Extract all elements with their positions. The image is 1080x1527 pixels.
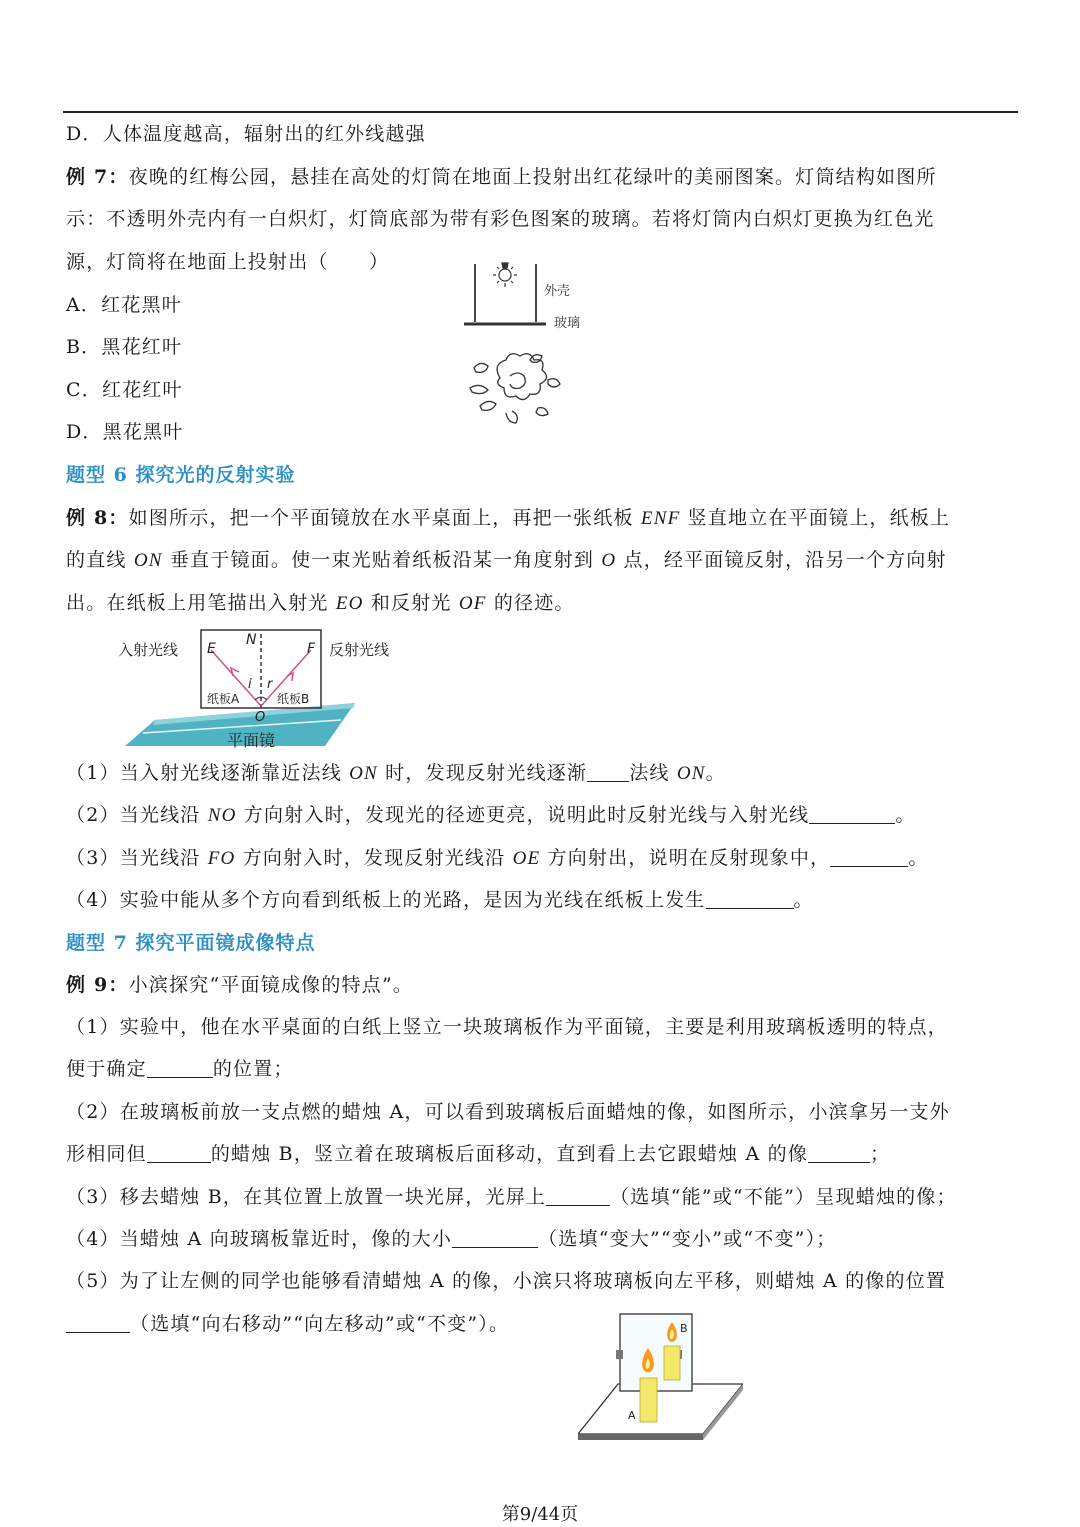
example-8-line-1: 例 8：如图所示，把一个平面镜放在水平桌面上，再把一张纸板 ENF 竖直地立在平面镜上，纸板上: [66, 507, 951, 529]
label-board-a: 纸板A: [207, 692, 240, 706]
label-candle-a: A: [628, 1409, 636, 1422]
answer-blank[interactable]: [830, 848, 908, 867]
page-number: 第9/44页: [501, 1504, 579, 1525]
answer-blank[interactable]: [808, 1144, 870, 1163]
example-9-question-5a: （5）为了让左侧的同学也能够看清蜡烛 A 的像，小滨只将玻璃板向左平移，则蜡烛 A 的像的位置: [66, 1270, 947, 1292]
option-a: A．红花黑叶: [66, 294, 182, 316]
example-8-line-3: 出。在纸板上用笔描出入射光 EO 和反射光 OF 的径迹。: [66, 592, 575, 614]
example-8-line-2: 的直线 ON 垂直于镜面。使一束光贴着纸板沿某一角度射到 O 点，经平面镜反射，沿另一个方向射: [66, 549, 947, 571]
header-rule: [63, 111, 1018, 113]
example-9-intro: 例 9：小滨探究“平面镜成像的特点”。: [66, 974, 414, 996]
answer-blank[interactable]: [66, 1314, 130, 1333]
option-c: C．红花红叶: [66, 379, 183, 401]
example-7-line-2: 示：不透明外壳内有一白炽灯，灯筒底部为带有彩色图案的玻璃。若将灯筒内白炽灯更换为红色光: [66, 208, 935, 230]
answer-blank[interactable]: [147, 1144, 211, 1163]
answer-blank[interactable]: [147, 1059, 213, 1078]
example-9-question-2b: 形相同但 的蜡烛 B，竖立着在玻璃板后面移动，直到看上去它跟蜡烛 A 的像 ；: [66, 1143, 891, 1165]
answer-blank[interactable]: [587, 763, 629, 782]
example-7-line-3: 源，灯筒将在地面上投射出（ ）: [66, 251, 390, 273]
example-8-question-1: （1）当入射光线逐渐靠近法线 ON 时，发现反射光线逐渐 法线 ON。: [66, 762, 726, 784]
candle-figure: [578, 1312, 743, 1444]
label-incident: 入射光线: [118, 641, 179, 659]
example-9-label: 例 9：: [66, 974, 129, 996]
label-shell: 外壳: [544, 284, 571, 299]
label-i: i: [248, 677, 252, 692]
example-7-label: 例 7：: [66, 166, 129, 188]
section-7-heading: 题型 7 探究平面镜成像特点: [66, 932, 316, 954]
label-r: r: [267, 677, 273, 692]
example-9-question-5b: （选填“向右移动”“向左移动”或“不变”）。: [66, 1311, 509, 1337]
answer-blank[interactable]: [452, 1229, 538, 1248]
example-9-question-3: （3）移去蜡烛 B，在其位置上放置一块光屏，光屏上 （选填“能”或“不能”）呈现蜡烛的像；: [66, 1186, 957, 1208]
label-reflected: 反射光线: [329, 641, 390, 659]
answer-blank[interactable]: [809, 805, 895, 824]
flower-pattern: [470, 354, 560, 423]
label-e: E: [207, 641, 216, 657]
option-b: B．黑花红叶: [66, 336, 183, 358]
bulb-icon: [493, 263, 517, 287]
option-d-previous: D．人体温度越高，辐射出的红外线越强: [66, 123, 426, 145]
option-d: D．黑花黑叶: [66, 421, 184, 443]
example-7-line-1: 例 7：夜晚的红梅公园，悬挂在高处的灯筒在地面上投射出红花绿叶的美丽图案。灯筒结构如图所: [66, 166, 937, 188]
example-8-question-4: （4）实验中能从多个方向看到纸板上的光路，是因为光线在纸板上发生 。: [66, 889, 814, 911]
label-o: O: [255, 710, 266, 725]
answer-blank[interactable]: [706, 890, 794, 909]
example-9-question-1a: （1）实验中，他在水平桌面的白纸上竖立一块玻璃板作为平面镜，主要是利用玻璃板透明的特点，: [66, 1016, 948, 1038]
example-8-question-3: （3）当光线沿 FO 方向射入时，发现反射光线沿 OE 方向射出，说明在反射现象中， 。: [66, 847, 929, 869]
answer-blank[interactable]: [546, 1187, 610, 1206]
lamp-figure: [460, 258, 600, 433]
label-mirror: 平面镜: [227, 731, 276, 750]
example-9-question-1b: 便于确定 的位置；: [66, 1058, 294, 1080]
lamp-shell: [464, 264, 546, 324]
label-n: N: [246, 632, 257, 648]
example-9-question-2a: （2）在玻璃板前放一支点燃的蜡烛 A，可以看到玻璃板后面蜡烛的像，如图所示，小滨拿另一支外: [66, 1101, 950, 1123]
reflection-figure: [115, 628, 415, 753]
label-f: F: [307, 641, 316, 657]
section-6-heading: 题型 6 探究光的反射实验: [66, 464, 296, 486]
label-candle-b: B: [680, 1322, 688, 1335]
example-8-label: 例 8：: [66, 507, 129, 529]
example-8-question-2: （2）当光线沿 NO 方向射入时，发现光的径迹更亮，说明此时反射光线与入射光线 。: [66, 804, 916, 826]
example-9-question-4: （4）当蜡烛 A 向玻璃板靠近时，像的大小 （选填“变大”“变小”或“不变”）；: [66, 1228, 837, 1250]
label-board-b: 纸板B: [277, 692, 310, 706]
label-glass: 玻璃: [554, 316, 581, 331]
